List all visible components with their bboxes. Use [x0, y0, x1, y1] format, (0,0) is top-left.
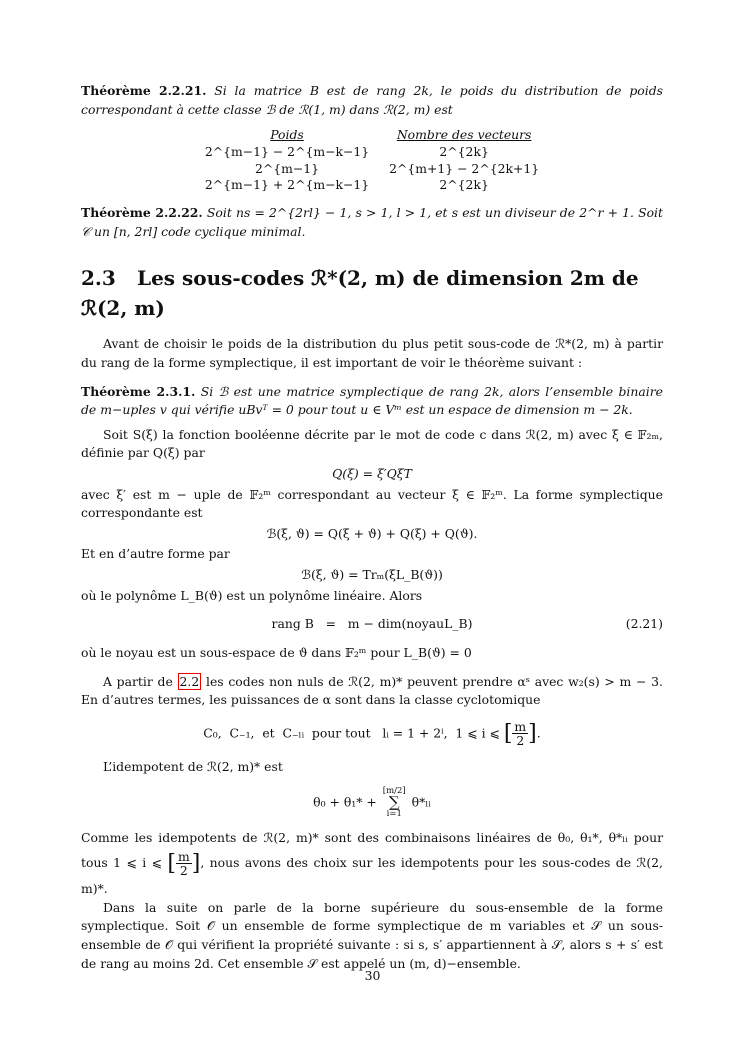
text: Comme les idempotents de ℛ(2, m)* sont des combinaisons linéaires de θ₀, θ₁*, θ*ₗᵢ pour tous 1 ⩽ i ⩽: [81, 829, 663, 871]
paragraph: où le polynôme L_B(ϑ) est un polynôme linéaire. Alors: [81, 587, 423, 603]
text: les codes non nuls de ℛ(2, m)* peuvent prendre αˢ avec w₂(s) > m − 3. En d’autres termes, les puissances de α sont dans la classe cyclotomique: [81, 673, 663, 708]
equation: rang B = m − dim(noyauL_B): [271, 616, 473, 632]
fraction-numerator: m: [514, 718, 527, 734]
table-row: [195, 161, 549, 178]
paragraph: Et en d’autre forme par: [81, 546, 230, 562]
theorem-text: Si la matrice B est de rang 2k, le poids du distribution de poids correspondant à cette classe ℬ de ℛ(1, m) dans ℛ(2, m) est: [81, 83, 663, 117]
equation-left: θ₀ + θ₁* +: [313, 794, 377, 810]
fraction: [176, 850, 192, 878]
fraction: [512, 720, 528, 748]
table-header-poids: Poids: [270, 127, 304, 143]
text: A partir de: [103, 673, 173, 689]
bracket-left: [: [503, 720, 513, 746]
bracket-right: ]: [528, 720, 537, 746]
table-cell: 2^{m+1} − 2^{2k+1}: [389, 160, 540, 176]
table-row: [195, 177, 549, 194]
section-title: Les sous-codes ℛ*(2, m) de dimension 2m de ℛ(2, m): [81, 266, 639, 321]
text: , nous avons des choix sur les idempotents pour les sous-codes de ℛ(2, m)*.: [81, 855, 663, 897]
cyclotomic-class-equation: C₀, C₋₁, et C₋ₗᵢ pour tout lᵢ = 1 + 2ⁱ, 1 ⩽ i ⩽ [ $\frac{m}{2}$ ].: [203, 718, 541, 749]
fraction-denominator: 2: [179, 863, 188, 879]
theorem-label: Théorème 2.2.21.: [81, 83, 207, 98]
page-number: 30: [364, 968, 381, 983]
paragraph: Soit S(ξ) la fonction booléenne décrite par le mot de code c dans ℛ(2, m) avec ξ ∈ 𝔽₂ₘ, définie par Q(ξ) par: [81, 426, 663, 461]
table-header-nombre: Nombre des vecteurs: [396, 127, 532, 143]
reference-link[interactable]: 2.2: [179, 673, 200, 689]
paragraph: Dans la suite on parle de la borne supérieure du sous-ensemble de la forme symplectique. Soit 𝒪 un ensemble de forme symplectique de m variables et 𝒮 un sous-ensemble de 𝒪 qui vérifient la propriété suivante : si s, s′ appartiennent à 𝒮, alors s + s′ est de rang au moins 2d. Cet ensemble 𝒮 est appelé un (m, d)−ensemble.: [81, 899, 663, 971]
theorem-text: Si ℬ est une matrice symplectique de rang 2k, alors l’ensemble binaire de m−uples v qui vérifie uBvᵀ = 0 pour tout u ∈ Vᵐ est un espace de dimension m − 2k.: [81, 383, 663, 418]
equation-text: C₀, C₋₁, et C₋ₗᵢ pour tout lᵢ = 1 + 2ⁱ, 1 ⩽ i ⩽: [203, 725, 500, 741]
paragraph: [81, 829, 663, 899]
bracket-left: [: [167, 851, 176, 877]
section-number: 2.3: [81, 266, 116, 291]
sum-lower-limit: i=1: [386, 809, 402, 820]
theorem-2-3-1: [81, 383, 663, 420]
fraction-denominator: 2: [516, 733, 525, 749]
idempotent-equation: [81, 787, 663, 819]
weight-distribution-table: [195, 127, 549, 194]
paragraph: L’idempotent de ℛ(2, m)* est: [103, 759, 283, 775]
fraction-numerator: m: [177, 848, 190, 864]
table-cell: 2^{m−1} − 2^{m−k−1}: [204, 143, 370, 159]
sum-sigma: ∑: [388, 793, 400, 812]
equation: ℬ(ξ, ϑ) = Trₘ(ξL_B(ϑ)): [301, 567, 443, 583]
table-cell: 2^{2k}: [439, 177, 489, 193]
numbered-equation: [81, 615, 663, 634]
summation: [383, 787, 406, 819]
bracket-right: ]: [191, 851, 201, 877]
section-heading: [81, 263, 663, 323]
equation: Q(ξ) = ξ′QξT: [332, 466, 412, 482]
equation-right: θ*ₗᵢ: [411, 794, 431, 810]
paragraph: avec ξ′ est m − uple de 𝔽₂ᵐ correspondant au vecteur ξ ∈ 𝔽₂ᵐ. La forme symplectique correspondante est: [81, 486, 663, 521]
table-cell: 2^{m−1}: [254, 160, 320, 176]
sum-upper-limit: [m/2]: [382, 785, 406, 796]
theorem-2-2-21: [81, 82, 663, 119]
table-cell: 2^{2k}: [439, 143, 489, 159]
theorem-text: Soit ns = 2^{2rl} − 1, s > 1, l > 1, et s est un diviseur de 2^r + 1. Soit 𝒞 un [n, 2rl] code cyclique minimal.: [81, 205, 663, 239]
theorem-2-2-22: [81, 204, 663, 241]
theorem-label: Théorème 2.3.1.: [81, 383, 196, 399]
page-content: [81, 82, 663, 973]
paragraph: Avant de choisir le poids de la distribution du plus petit sous-code de ℛ*(2, m) à partir du rang de la forme symplectique, il est important de voir le théorème suivant :: [81, 336, 663, 370]
paragraph: [81, 673, 663, 710]
theorem-label: Théorème 2.2.22.: [81, 205, 203, 221]
table-cell: 2^{m−1} + 2^{m−k−1}: [204, 177, 370, 193]
table-row: [195, 144, 549, 161]
equation: ℬ(ξ, ϑ) = Q(ξ + ϑ) + Q(ξ) + Q(ϑ).: [266, 525, 478, 541]
equation-number: (2.21): [625, 616, 663, 632]
paragraph: où le noyau est un sous-espace de ϑ dans 𝔽₂ᵐ pour L_B(ϑ) = 0: [81, 644, 472, 660]
